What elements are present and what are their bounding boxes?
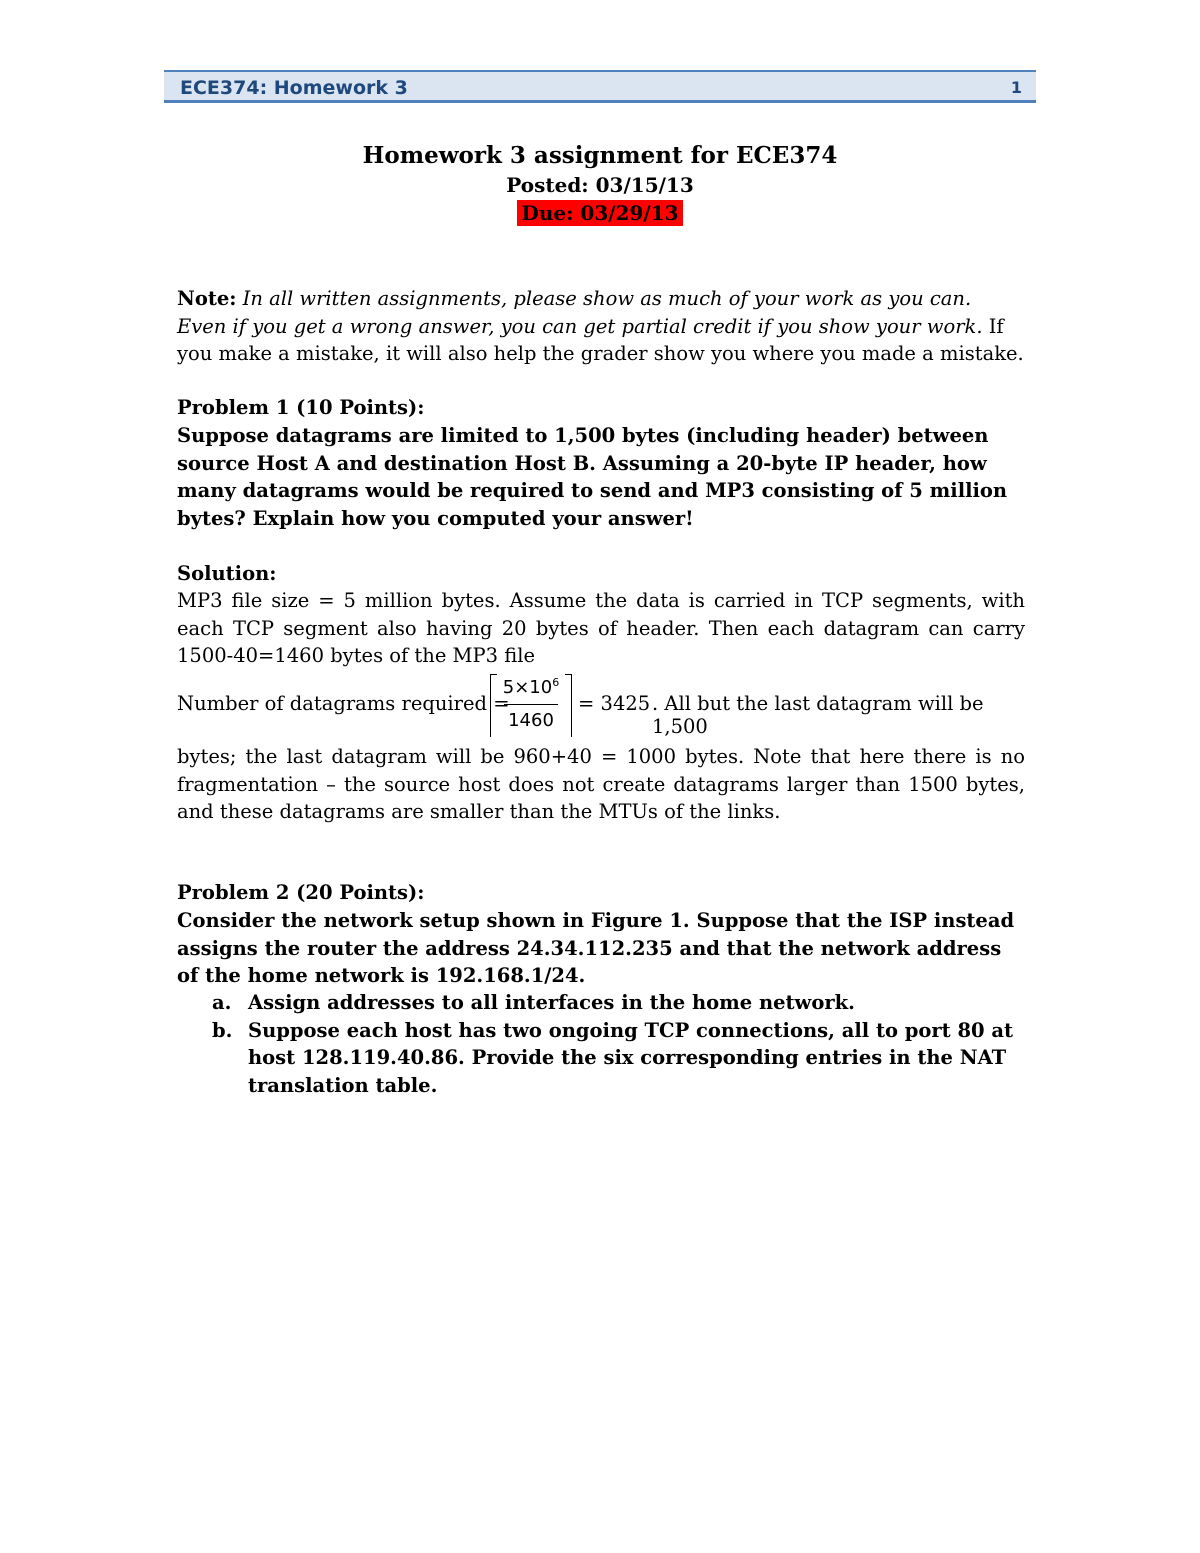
problem1-heading: Problem 1 (10 Points): (177, 396, 425, 419)
solution-label: Solution: (177, 562, 277, 585)
list-item (177, 989, 1025, 1017)
due-date-wrap (164, 201, 1036, 225)
note-label: Note: (177, 287, 237, 310)
ceiling-fraction (490, 674, 572, 738)
note-plain-text: If you make a mistake, it will also help the grader show you where you made a mistake. (177, 314, 1024, 365)
page-header (164, 70, 1036, 103)
list-item-text: Suppose each host has two ongoing TCP connections, all to port 80 at host 128.119.40.86. Provide the six corresponding entries in the NAT translation table. (248, 1018, 1014, 1097)
note-paragraph (177, 285, 1025, 368)
equation-after-text: . All but the last datagram will be 1,500 (652, 692, 984, 738)
equation-label: Number of datagrams required = (177, 692, 510, 715)
list-marker: a. (212, 991, 232, 1014)
fraction-numerator: $5\times 10^6$ (502, 676, 560, 698)
fraction-denominator: 1460 (508, 710, 554, 731)
header-title: ECE374: Homework 3 (180, 77, 408, 99)
equation-result: = 3425 (578, 692, 651, 715)
note-italic-text: In all written assignments, please show as much of your work as you can. Even if you get a wrong answer, you can get partial credit if you show your work. (177, 287, 983, 338)
posted-date: Posted: 03/15/13 (506, 173, 694, 197)
list-item (177, 1017, 1025, 1100)
problem2-list (177, 989, 1025, 1099)
solution-paragraph-1: MP3 file size = 5 million bytes. Assume the data is carried in TCP segments, with each TCP segment also having 20 bytes of header. Then each datagram can carry 1500-40=1460 bytes of the MP3 file (177, 589, 1025, 667)
problem2-heading: Problem 2 (20 Points): (177, 881, 425, 904)
solution-paragraph-2: bytes; the last datagram will be 960+40 = 1000 bytes. Note that here there is no fragmentation – the source host does not create datagrams larger than 1500 bytes, and these datagrams are smaller than the MTUs of the links. (177, 745, 1025, 823)
problem2-text: Consider the network setup shown in Figure 1. Suppose that the ISP instead assigns the router the address 24.34.112.235 and that the network address of the home network is 192.168.1/24. (177, 909, 1015, 987)
problem1-text: Suppose datagrams are limited to 1,500 bytes (including header) between source Host A and destination Host B. Assuming a 20-byte IP header, how many datagrams would be required to send and MP3 consisting of 5 million bytes? Explain how you computed your answer! (177, 424, 1008, 530)
document-title: Homework 3 assignment for ECE374 (362, 142, 838, 169)
datagram-equation (177, 674, 1025, 738)
page-number: 1 (1010, 78, 1022, 97)
list-item-text: Assign addresses to all interfaces in the home network. (248, 991, 855, 1014)
list-marker: b. (212, 1018, 233, 1042)
due-date: Due: 03/29/13 (517, 200, 682, 226)
